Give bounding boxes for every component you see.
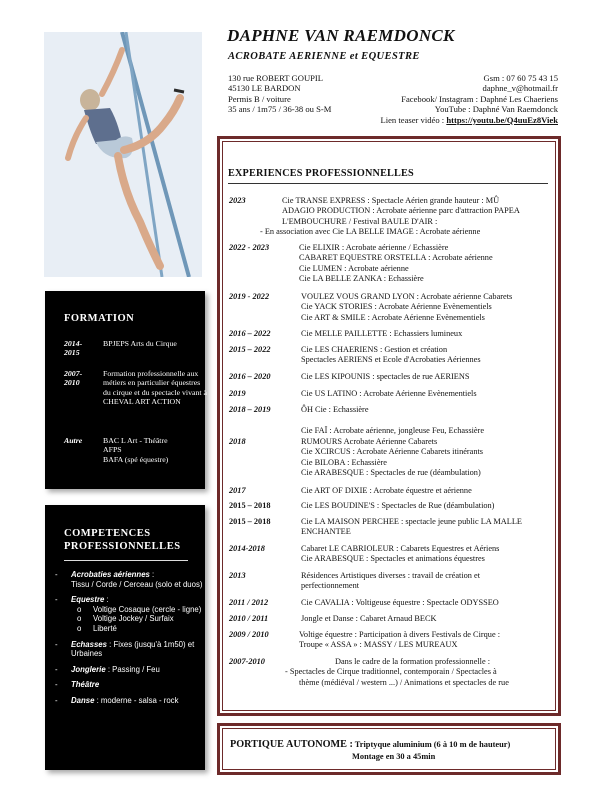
- portique-line-1: [230, 739, 510, 750]
- experience-line: Cie CAVALIA : Voltigeuse équestre : Spectacle ODYSSEO: [301, 598, 499, 607]
- competence-item: [45, 665, 205, 675]
- teaser-label: Lien teaser vidéo :: [380, 114, 447, 125]
- experience-line: Troupe « ASSA » : MASSY / LES MUREAUX: [299, 640, 458, 650]
- experience-year: 2016 – 2020: [229, 372, 271, 381]
- experience-year: 2014-2018: [229, 544, 265, 553]
- experience-description: [301, 598, 551, 608]
- experience-description: [301, 405, 551, 436]
- experience-entry: [229, 630, 551, 653]
- portique-line-2: Montage en 30 a 45min: [352, 752, 436, 761]
- teaser-link[interactable]: https://youtu.be/Q4uuEz8Viek: [446, 114, 558, 125]
- experience-line: Cie LUMEN : Acrobate aérienne: [299, 263, 409, 273]
- competence-key: Equestre: [71, 595, 105, 605]
- experience-line: Cie LES KIPOUNIS : spectacles de rue AERIENS: [301, 372, 470, 381]
- experience-description: [301, 437, 551, 478]
- experience-line: - En association avec Cie LA BELLE IMAGE : Acrobate aérienne: [260, 226, 481, 236]
- competence-detail: : Tissu / Corde / Cerceau (solo et duos): [71, 570, 203, 589]
- bullet-circle: o: [77, 623, 82, 633]
- address-line: 35 ans / 1m75 / 36-38 ou S-M: [228, 104, 332, 115]
- experience-year: 2007-2010: [229, 657, 265, 666]
- experience-entry: [229, 372, 551, 384]
- experience-year: 2013: [229, 571, 246, 580]
- competence-subitem: [71, 605, 205, 615]
- competence-item: [45, 696, 205, 706]
- experience-line: Cie BILOBA : Echassière: [301, 457, 387, 467]
- experience-entry: [229, 544, 551, 567]
- experience-line: Cabaret LE CABRIOLEUR : Cabarets Equestres et Aériens: [301, 544, 500, 553]
- experience-line: ÔH Cie : Echassière: [301, 405, 369, 414]
- experience-entry: [229, 196, 551, 239]
- competence-subitem-text: Voltige Jockey / Surfaix: [93, 614, 174, 624]
- experience-entry: [229, 598, 551, 610]
- bullet-dash: -: [55, 695, 58, 705]
- bullet-dash: -: [55, 664, 58, 674]
- experience-line: Cie LA BELLE ZANKA : Echassière: [299, 273, 424, 283]
- experience-line: Cie ARABESQUE : Spectacles et animations équestres: [301, 554, 485, 564]
- experience-year: 2015 – 2018: [229, 501, 271, 510]
- experience-line: Dans le cadre de la formation professionnelle :: [335, 657, 491, 666]
- experience-year: 2015 – 2018: [229, 517, 271, 526]
- experience-line: ADAGIO PRODUCTION : Acrobate aérienne parc d'attraction PAPEA: [282, 206, 520, 216]
- competence-key: Echasses: [71, 639, 107, 649]
- experience-line: RUMOURS Acrobate Aérienne Cabarets: [301, 437, 438, 446]
- experience-description: [260, 196, 551, 237]
- experience-year: 2011 / 2012: [229, 598, 269, 607]
- experience-entry: [229, 329, 551, 341]
- experience-entry: [229, 292, 551, 325]
- experience-entry: [229, 501, 551, 513]
- competence-detail: :: [104, 595, 109, 605]
- experience-line: thème (médiéval / western ...) / Animations et spectacles de rue: [299, 677, 509, 687]
- experience-line: CABARET EQUESTRE ORSTELLA : Acrobate aérienne: [299, 253, 493, 263]
- competence-subitem-text: Liberté: [93, 623, 117, 633]
- bullet-dash: -: [55, 570, 58, 579]
- experience-line: Cie TRANSE EXPRESS : Spectacle Aérien grande hauteur : MÛ: [282, 196, 500, 205]
- experience-entry: [229, 657, 551, 690]
- experience-line: Cie LA MAISON PERCHEE : spectacle jeune public LA MALLE: [301, 517, 522, 526]
- experience-entry: [229, 345, 551, 368]
- competence-item: [45, 640, 205, 659]
- social-facebook-instagram: Facebook/ Instagram : Daphné Les Chaeriens: [401, 93, 558, 104]
- competence-item: [45, 570, 205, 589]
- bullet-circle: o: [77, 614, 82, 624]
- experience-line: Cie ELIXIR : Acrobate aérienne / Echassière: [299, 243, 449, 252]
- experience-line: Cie YACK STORIES : Acrobate Aérienne Evènementiels: [301, 302, 492, 312]
- competence-subitem: [71, 614, 205, 624]
- social-youtube: YouTube : Daphné Van Raemdonck: [434, 104, 558, 115]
- portique-desc: Triptyque aluminium (6 à 10 m de hauteur): [352, 740, 511, 749]
- experiences-title: EXPERIENCES PROFESSIONNELLES: [228, 168, 414, 179]
- formation-year: 2007- 2010: [64, 369, 83, 388]
- competence-subitem-text: Voltige Cosaque (cercle - ligne): [93, 604, 202, 614]
- experience-year: 2019: [229, 389, 246, 398]
- teaser-line: [380, 115, 558, 125]
- experience-year: 2018: [229, 437, 246, 446]
- address-line: 130 rue ROBERT GOUPIL: [228, 73, 324, 83]
- address-line: Permis B / voiture: [228, 93, 291, 104]
- competence-detail: : moderne - salsa - rock: [94, 695, 179, 705]
- competence-detail: : Passing / Feu: [105, 664, 160, 674]
- experience-line: - Spectacles de Cirque traditionnel, contemporain / Spectacles à: [285, 667, 497, 677]
- competence-key: Danse: [71, 695, 95, 705]
- experience-line: Cie LES BOUDINE'S : Spectacles de Rue (déambulation): [301, 501, 495, 510]
- experience-line: Cie ART OF DIXIE : Acrobate équestre et aérienne: [301, 486, 472, 495]
- competence-subitem: [71, 624, 205, 634]
- competence-key: Jonglerie: [71, 664, 106, 674]
- experience-line: Spectacles AERIENS et Ecole d'Acrobaties Aériennes: [301, 355, 481, 365]
- portique-title: PORTIQUE AUTONOME :: [230, 739, 353, 750]
- experience-description: [301, 501, 551, 511]
- experience-line: Résidences Artistiques diverses : travail de création et: [301, 571, 481, 580]
- bullet-dash: -: [55, 680, 58, 690]
- formation-text: BPJEPS Arts du Cirque: [103, 339, 177, 348]
- bullet-dash: -: [55, 639, 58, 649]
- experience-entry: [229, 437, 551, 480]
- experience-entry: [229, 571, 551, 594]
- experience-year: 2010 / 2011: [229, 614, 269, 623]
- formation-box: [45, 291, 205, 489]
- address-line: 45130 LE BARDON: [228, 83, 301, 94]
- experience-line: Cie ARABESQUE : Spectacles de rue (déambulation): [301, 467, 481, 477]
- experience-description: [299, 630, 551, 651]
- experience-entry: [229, 486, 551, 498]
- experience-entry: [229, 614, 551, 626]
- experience-description: [301, 292, 551, 323]
- experience-entry: [229, 243, 551, 286]
- competence-detail: : Fixes (jusqu'à 1m50) et Urbaines: [71, 639, 195, 659]
- experience-line: L'EMBOUCHURE / Festival BAULE D'AIR :: [282, 216, 438, 226]
- experience-description: [301, 517, 551, 538]
- experience-entry: [229, 517, 551, 540]
- experience-year: 2022 - 2023: [229, 243, 270, 252]
- experience-description: [285, 657, 551, 688]
- experience-year: 2018 – 2019: [229, 405, 271, 414]
- phone: Gsm : 07 60 75 43 15: [483, 73, 558, 83]
- experience-description: [301, 345, 551, 366]
- competences-title: COMPETENCES PROFESSIONNELLES: [64, 528, 181, 552]
- experience-line: Cie FAÏ : Acrobate aérienne, jongleuse Feu, Echassière: [301, 425, 485, 435]
- competences-list: [45, 570, 205, 712]
- experience-year: 2015 – 2022: [229, 345, 271, 354]
- experience-description: [299, 243, 551, 284]
- experience-line: [301, 415, 551, 425]
- person-name: DAPHNE VAN RAEMDONCK: [227, 26, 455, 45]
- experience-line: perfectionnement: [301, 581, 360, 591]
- formation-year: Autre: [64, 436, 83, 445]
- experience-line: Jongle et Danse : Cabaret Arnaud BECK: [301, 614, 437, 623]
- aerialist-illustration: [44, 32, 202, 277]
- experience-line: Cie ART & SMILE : Acrobate Aérienne Evènementiels: [301, 312, 485, 322]
- experience-entry: [229, 389, 551, 401]
- competences-box: [45, 505, 205, 770]
- experience-year: 2019 - 2022: [229, 292, 270, 301]
- experience-line: ENCHANTEE: [301, 527, 351, 537]
- address-block: [228, 73, 331, 115]
- job-title: ACROBATE AERIENNE et EQUESTRE: [228, 51, 420, 62]
- experience-year: 2017: [229, 486, 246, 495]
- experience-year: 2016 – 2022: [229, 329, 271, 338]
- competence-key: Acrobaties aériennes: [71, 570, 150, 579]
- experience-description: [301, 329, 551, 339]
- experience-line: Cie MELLE PAILLETTE : Echassiers lumineux: [301, 329, 463, 338]
- experience-entry: [229, 405, 551, 438]
- experience-line: Voltige équestre : Participation à divers Festivals de Cirque :: [299, 630, 501, 639]
- formation-year: 2014- 2015: [64, 339, 83, 358]
- divider: [64, 560, 188, 561]
- bullet-dash: -: [55, 595, 58, 605]
- formation-text: BAC L Art - Théâtre AFPS BAFA (spé équestre): [103, 436, 169, 464]
- aerialist-photo: [44, 32, 202, 277]
- experience-description: [301, 614, 551, 624]
- contact-block: [380, 73, 558, 125]
- bullet-circle: o: [77, 604, 82, 614]
- competence-item: [45, 680, 205, 690]
- experience-description: [301, 486, 551, 496]
- experience-description: [301, 389, 551, 399]
- experience-year: 2009 / 2010: [229, 630, 269, 639]
- experience-description: [301, 544, 551, 565]
- formation-title: FORMATION: [64, 313, 135, 324]
- divider: [228, 183, 548, 184]
- formation-text: Formation professionnelle aux métiers en particulier équestres du cirque et du spectacle vivant à CHEVAL ART ACTION: [103, 369, 207, 407]
- experience-description: [301, 372, 551, 382]
- email[interactable]: daphne_v@hotmail.fr: [482, 83, 558, 94]
- experience-line: Cie LES CHAERIENS : Gestion et création: [301, 345, 448, 354]
- experience-line: VOULEZ VOUS GRAND LYON : Acrobate aérienne Cabarets: [301, 292, 513, 301]
- experience-year: 2023: [229, 196, 246, 205]
- experience-description: [301, 571, 551, 592]
- experience-line: Cie US LATINO : Acrobate Aérienne Evènementiels: [301, 389, 477, 398]
- competence-item: [45, 595, 205, 633]
- experience-line: Cie XCIRCUS : Acrobate Aérienne Cabarets itinérants: [301, 447, 484, 457]
- competence-key: Théâtre: [71, 680, 100, 690]
